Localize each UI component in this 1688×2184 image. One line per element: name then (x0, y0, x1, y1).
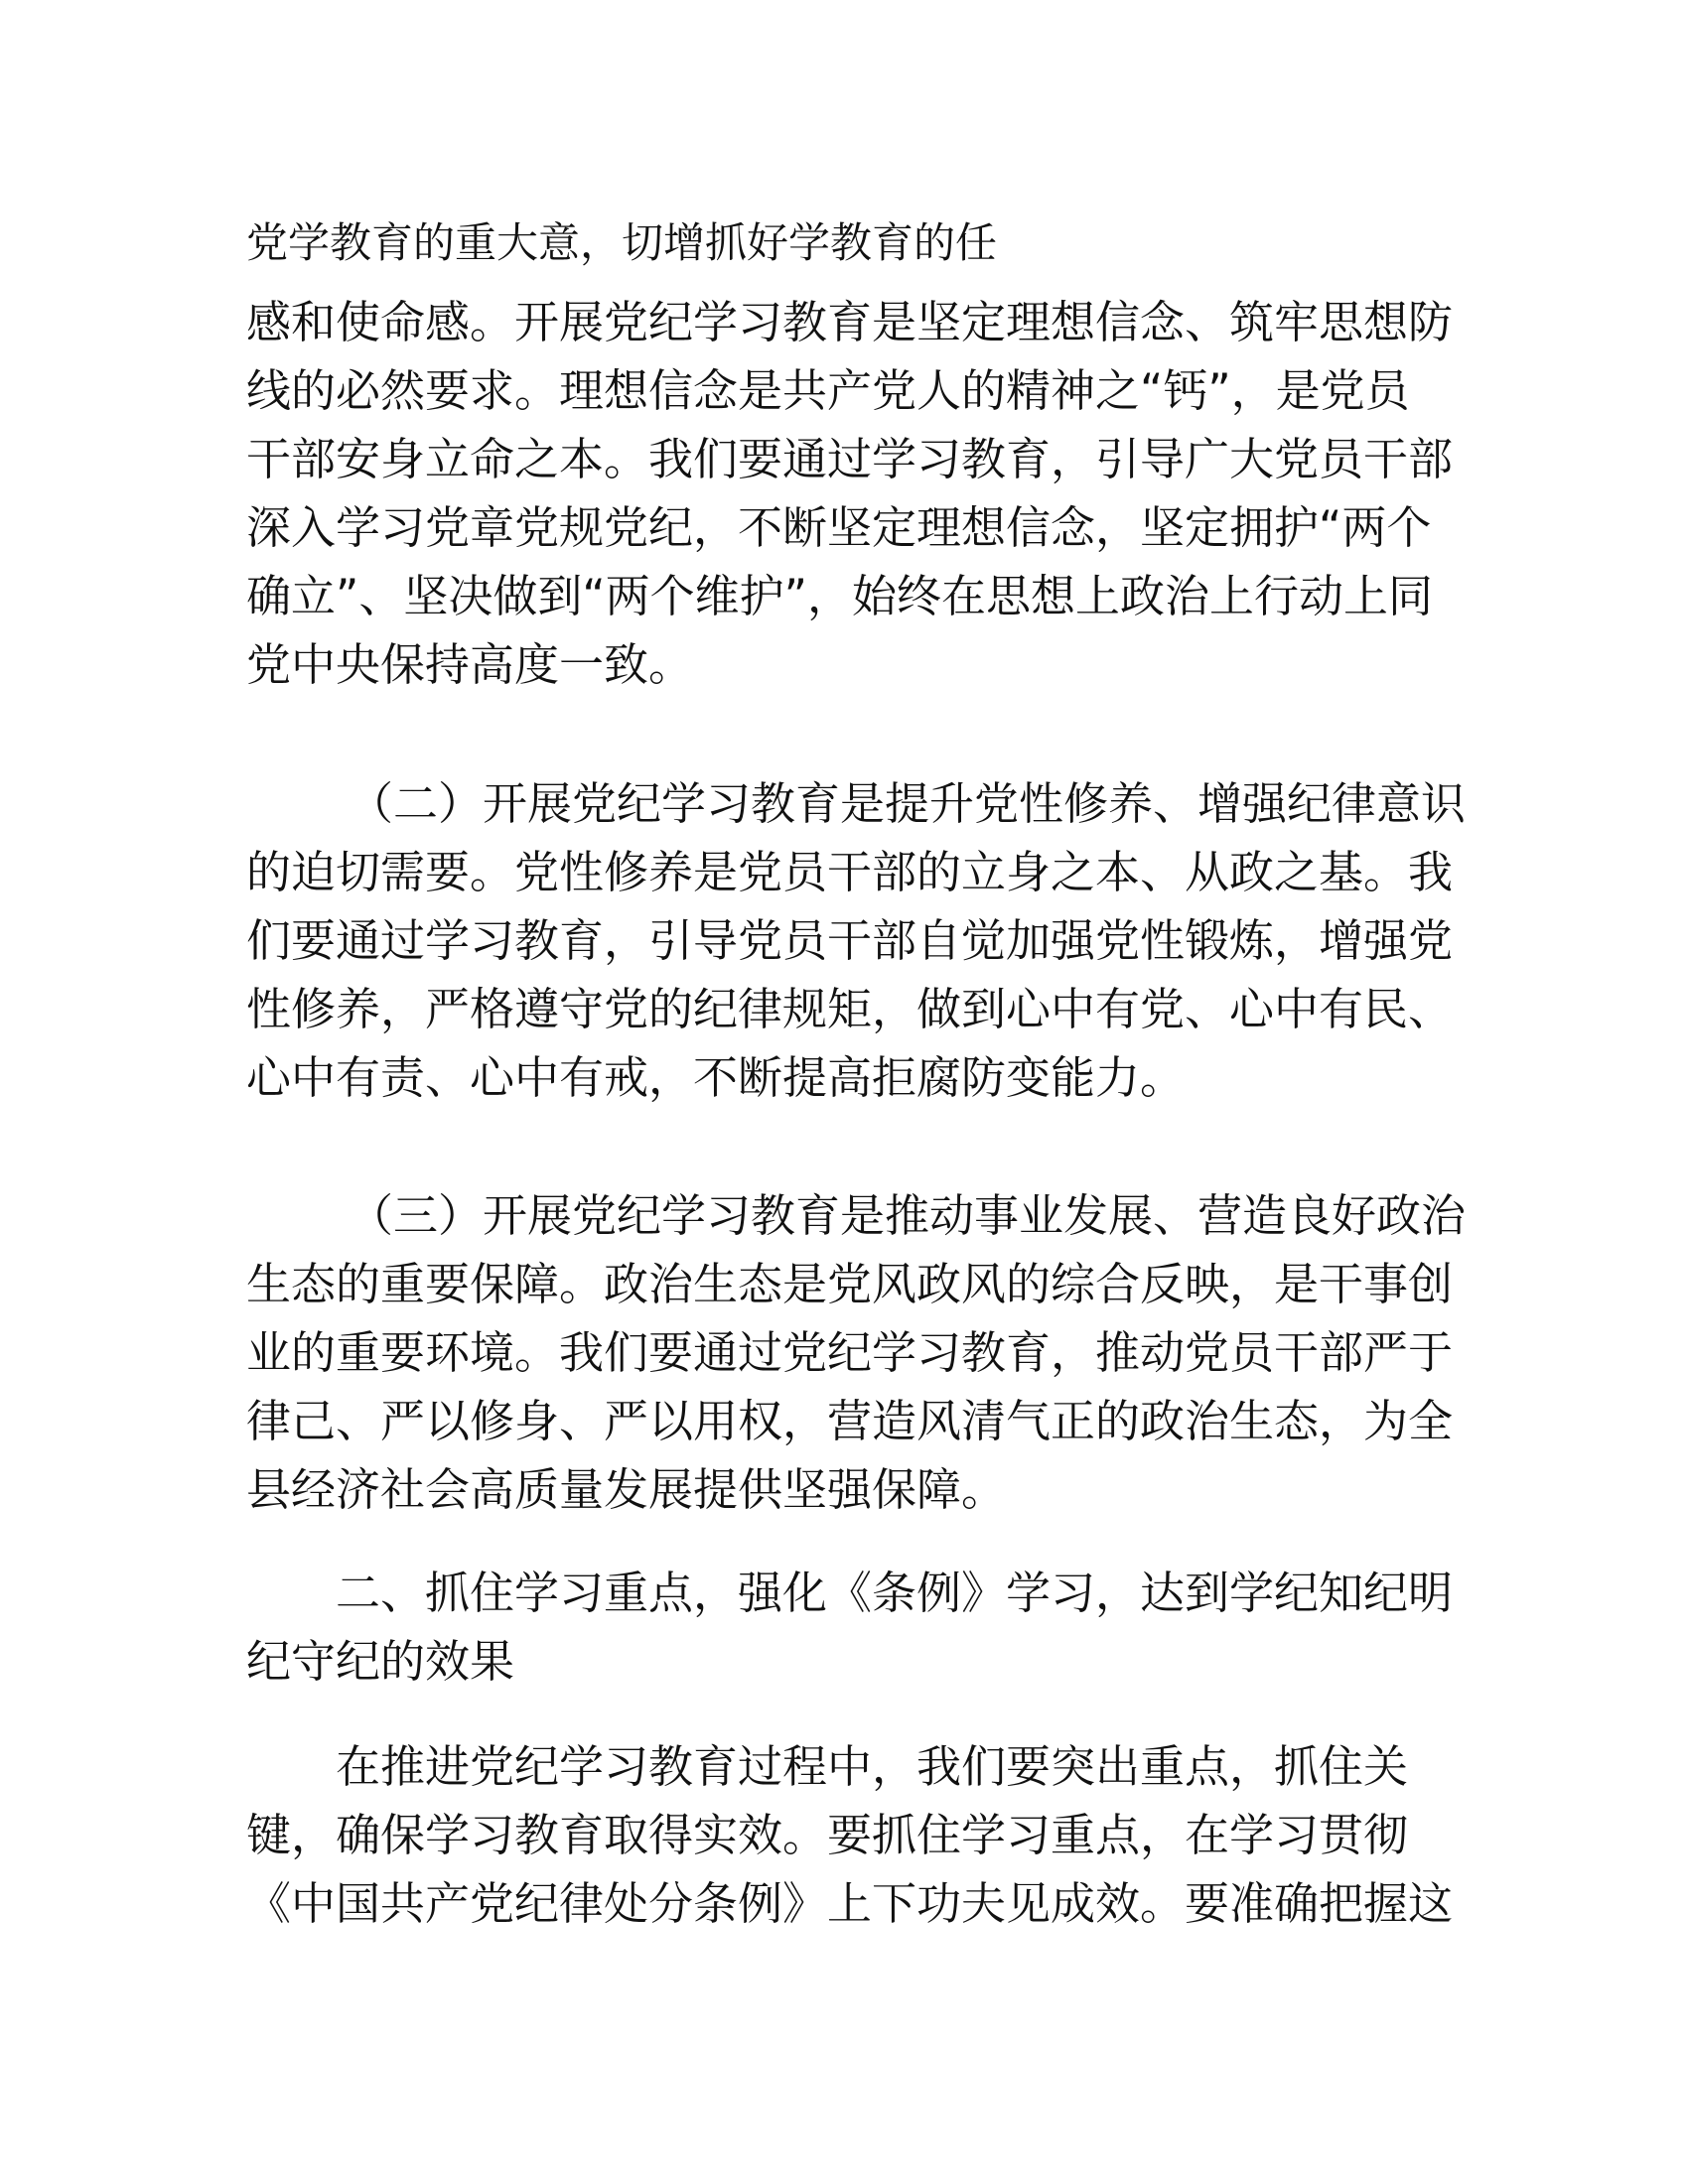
text-line: 在推进党纪学习教育过程中，我们要突出重点，抓住关 (336, 1740, 1409, 1793)
continuation-line: 党学教育的重大意，切增抓好学教育的任 (246, 218, 998, 267)
text-line: 确立”、坚决做到“两个维护”，始终在思想上政治上行动上同 (246, 570, 1433, 622)
section-heading-two (246, 1559, 1454, 1696)
text-line: 的迫切需要。党性修养是党员干部的立身之本、从政之基。我 (246, 846, 1454, 898)
text-line: 线的必然要求。理想信念是共产党人的精神之“钙”，是党员 (246, 364, 1410, 417)
text-line: （二）开展党纪学习教育是提升党性修养、增强纪律意识 (349, 777, 1467, 830)
text-line: 党中央保持高度一致。 (246, 638, 694, 691)
text-line: 业的重要环境。我们要通过党纪学习教育，推动党员干部严于 (246, 1326, 1454, 1379)
text-line: （三）开展党纪学习教育是推动事业发展、营造良好政治 (349, 1189, 1467, 1242)
text-line: 律己、严以修身、严以用权，营造风清气正的政治生态，为全 (246, 1395, 1454, 1447)
paragraph-ideals (246, 288, 1454, 699)
text-line: 心中有责、心中有戒，不断提高拒腐防变能力。 (246, 1051, 1186, 1104)
text-line: 们要通过学习教育，引导党员干部自觉加强党性锻炼，增强党 (246, 914, 1454, 967)
text-line: 县经济社会高质量发展提供坚强保障。 (246, 1463, 1007, 1516)
heading-line: 纪守纪的效果 (246, 1635, 515, 1688)
paragraph-study-focus (246, 1732, 1454, 1938)
text-line: 键，确保学习教育取得实效。要抓住学习重点，在学习贯彻 (246, 1809, 1409, 1861)
heading-line: 二、抓住学习重点，强化《条例》学习，达到学纪知纪明 (336, 1567, 1454, 1619)
text-line: 生态的重要保障。政治生态是党风政风的综合反映，是干事创 (246, 1258, 1454, 1310)
text-line: 《中国共产党纪律处分条例》上下功夫见成效。要准确把握这 (246, 1877, 1454, 1930)
text-line: 深入学习党章党规党纪，不断坚定理想信念，坚定拥护“两个 (246, 501, 1432, 554)
text-line: 性修养，严格遵守党的纪律规矩，做到心中有党、心中有民、 (246, 983, 1454, 1035)
paragraph-party-spirit (246, 769, 1467, 1112)
paragraph-political-ecology (246, 1181, 1467, 1524)
text-line: 干部安身立命之本。我们要通过学习教育，引导广大党员干部 (246, 433, 1454, 485)
text-line: 感和使命感。开展党纪学习教育是坚定理想信念、筑牢思想防 (246, 296, 1454, 348)
